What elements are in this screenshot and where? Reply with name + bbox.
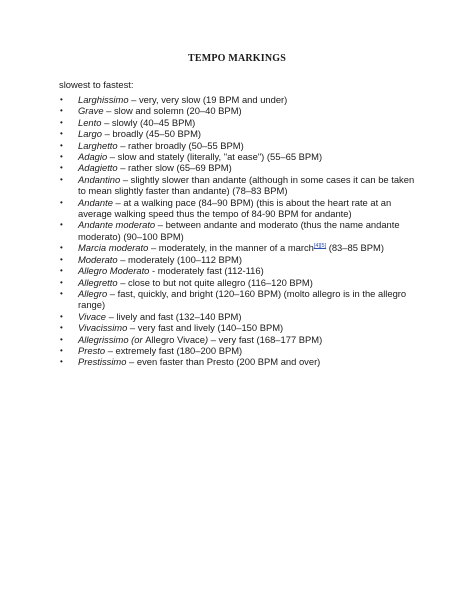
tempo-description: – moderately, in the manner of a march xyxy=(148,242,314,254)
tempo-description: – very fast and lively (140–150 BPM) xyxy=(127,322,284,334)
bullet-icon: • xyxy=(60,117,63,127)
bullet-icon: • xyxy=(60,174,63,184)
bullet-icon: • xyxy=(60,277,63,287)
list-item xyxy=(59,117,424,128)
bullet-icon: • xyxy=(60,106,63,116)
tempo-description: – close to but not quite allegro (116–120 BPM) xyxy=(117,276,313,288)
list-item xyxy=(59,151,424,162)
list-item xyxy=(59,356,424,367)
list-item xyxy=(59,128,424,139)
list-item xyxy=(59,322,424,333)
list-item xyxy=(59,242,424,253)
tempo-term: Larghissimo xyxy=(78,94,129,105)
list-item xyxy=(59,94,424,105)
intro-text: slowest to fastest: xyxy=(59,79,134,90)
bullet-icon: • xyxy=(60,311,63,321)
tempo-description: – at a walking pace (84–90 BPM) (this is about the heart rate at an average walking speed thus the tempo of 84-90 BPM for andante) xyxy=(78,196,392,220)
tempo-description: – fast, quickly, and bright (120–160 BPM) (molto allegro is in the allegro range) xyxy=(78,287,407,311)
tempo-description: – slowly (40–45 BPM) xyxy=(101,116,196,128)
bullet-icon: • xyxy=(60,266,63,276)
list-item xyxy=(59,254,424,265)
reference-link[interactable]: [4][5] xyxy=(313,243,327,250)
tempo-term: Allegrissimo (or xyxy=(78,333,146,345)
bullet-icon: • xyxy=(60,323,63,333)
tempo-description: - moderately fast (112-116) xyxy=(149,265,264,277)
bullet-icon: • xyxy=(60,220,63,230)
list-item xyxy=(59,277,424,288)
tempo-term: Presto xyxy=(78,344,106,356)
bullet-icon: • xyxy=(60,197,63,207)
tempo-description-suffix: (83–85 BPM) xyxy=(326,242,384,254)
tempo-description: – slightly slower than andante (although in some cases it can be taken to mean slightly faster than andante) (78–83 BPM) xyxy=(78,173,415,197)
tempo-term-plain: Allegro Vivace xyxy=(145,333,205,345)
list-item xyxy=(59,265,424,276)
bullet-icon: • xyxy=(60,288,63,298)
tempo-term: Grave xyxy=(78,105,104,117)
tempo-term: Allegro xyxy=(78,287,108,299)
list-item xyxy=(59,162,424,173)
tempo-term: Prestissimo xyxy=(78,356,127,368)
tempo-term: Adagietto xyxy=(78,162,118,174)
list-item xyxy=(59,288,424,311)
tempo-description: – even faster than Presto (200 BPM and over) xyxy=(126,356,321,368)
tempo-term: Moderato xyxy=(78,253,118,265)
tempo-term-suffix: ) xyxy=(204,333,209,345)
bullet-icon: • xyxy=(60,345,63,355)
list-item xyxy=(59,140,424,151)
tempo-description: – very fast (168–177 BPM) xyxy=(208,333,323,345)
list-item xyxy=(59,105,424,116)
tempo-term: Allegretto xyxy=(78,276,118,288)
bullet-icon: • xyxy=(60,163,63,173)
bullet-icon: • xyxy=(60,254,63,264)
tempo-description: – slow and solemn (20–40 BPM) xyxy=(103,105,242,117)
page-title: TEMPO MARKINGS xyxy=(187,53,287,64)
tempo-description: – rather slow (65–69 BPM) xyxy=(117,162,232,174)
list-item xyxy=(59,334,424,345)
tempo-description: – extremely fast (180–200 BPM) xyxy=(105,344,243,356)
bullet-icon: • xyxy=(60,357,63,367)
list-item xyxy=(59,197,424,220)
list-item xyxy=(59,174,424,197)
tempo-term: Lento xyxy=(78,116,102,128)
tempo-term: Vivace xyxy=(78,310,106,322)
tempo-term: Larghetto xyxy=(78,139,118,151)
tempo-term: Allegro Moderato xyxy=(78,265,150,277)
bullet-icon: • xyxy=(60,140,63,150)
tempo-term: Andante xyxy=(78,196,113,208)
tempo-term: Largo xyxy=(78,128,102,140)
list-item xyxy=(59,219,424,242)
tempo-term: Andantino xyxy=(78,173,121,185)
tempo-description: – rather broadly (50–55 BPM) xyxy=(117,139,244,151)
tempo-term: Adagio xyxy=(78,151,108,163)
tempo-description: – between andante and moderato (thus the name andante moderato) (90–100 BPM) xyxy=(78,219,400,242)
bullet-icon: • xyxy=(60,95,63,104)
list-item xyxy=(59,311,424,322)
tempo-list xyxy=(59,94,424,368)
tempo-description: – lively and fast (132–140 BPM) xyxy=(105,310,242,322)
tempo-description: – slow and stately (literally, "at ease") (55–65 BPM) xyxy=(107,151,323,163)
tempo-description: – broadly (45–50 BPM) xyxy=(101,128,201,140)
bullet-icon: • xyxy=(60,334,63,344)
tempo-description: – very, very slow (19 BPM and under) xyxy=(128,94,288,105)
tempo-term: Marcia moderato xyxy=(78,242,149,254)
bullet-icon: • xyxy=(60,243,63,253)
bullet-icon: • xyxy=(60,129,63,139)
tempo-term: Vivacissimo xyxy=(78,322,128,334)
list-item xyxy=(59,345,424,356)
bullet-icon: • xyxy=(60,152,63,162)
tempo-term: Andante moderato xyxy=(78,219,156,231)
tempo-description: – moderately (100–112 BPM) xyxy=(117,253,242,265)
